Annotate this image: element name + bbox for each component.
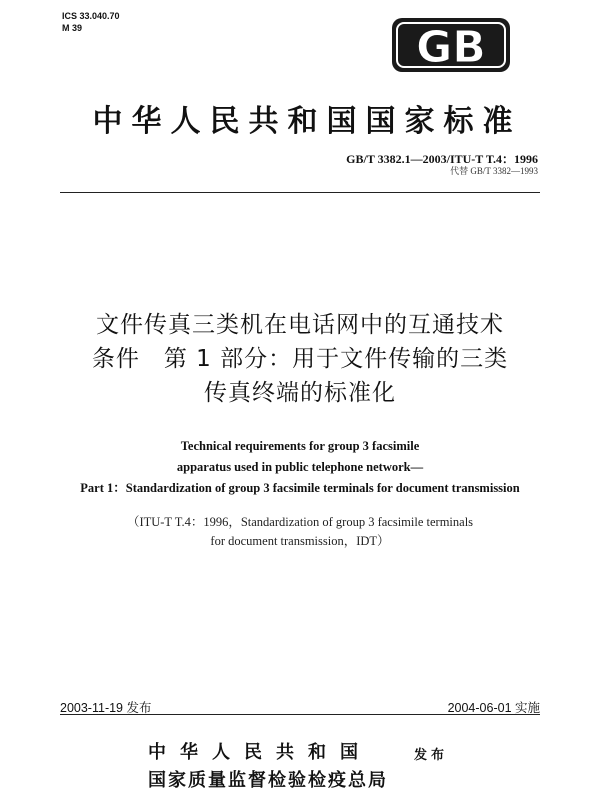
issuer-line-1: 中华人民共和国 bbox=[148, 742, 372, 763]
issued-label: 发布 bbox=[414, 748, 449, 763]
header-divider bbox=[60, 192, 540, 193]
implementation-date: 2004-06-01 实施 bbox=[447, 701, 540, 715]
issuer-line-2: 国家质量监督检验检疫总局 bbox=[148, 770, 388, 791]
classification-codes bbox=[62, 10, 120, 34]
gb-logo bbox=[392, 18, 510, 72]
issuing-authority bbox=[148, 738, 388, 792]
footer-divider bbox=[60, 714, 540, 715]
replaces-standard: 代替 GB/T 3382—1993 bbox=[450, 166, 538, 176]
chinese-title bbox=[20, 308, 580, 410]
english-title-line-2: apparatus used in public telephone network— bbox=[176, 460, 424, 474]
english-title-line-1: Technical requirements for group 3 facsimile bbox=[180, 439, 420, 453]
equivalence-note-line-2: for document transmission，IDT） bbox=[210, 534, 390, 548]
english-title-line-3: Part 1：Standardization of group 3 facsimile terminals for document transmission bbox=[80, 481, 520, 495]
equivalence-note bbox=[10, 513, 590, 551]
equivalence-note-line-1: （ITU-T T.4：1996，Standardization of group 3 facsimile terminals bbox=[126, 515, 474, 529]
standard-number: GB/T 3382.1—2003/ITU-T T.4：1996 bbox=[346, 152, 538, 166]
issue-date: 2003-11-19 发布 bbox=[60, 701, 152, 715]
ics-code: ICS 33.040.70 bbox=[62, 11, 120, 21]
svg-text:GB: GB bbox=[416, 22, 486, 72]
chinese-title-line-3: 传真终端的标准化 bbox=[204, 380, 396, 406]
class-code: M 39 bbox=[62, 23, 83, 33]
chinese-title-line-1: 文件传真三类机在电话网中的互通技术 bbox=[96, 312, 504, 338]
english-title bbox=[10, 436, 590, 499]
country-standard-title: 中华人民共和国国家标准 bbox=[92, 104, 522, 139]
chinese-title-line-2: 条件 第 1 部分：用于文件传输的三类 bbox=[91, 346, 509, 372]
